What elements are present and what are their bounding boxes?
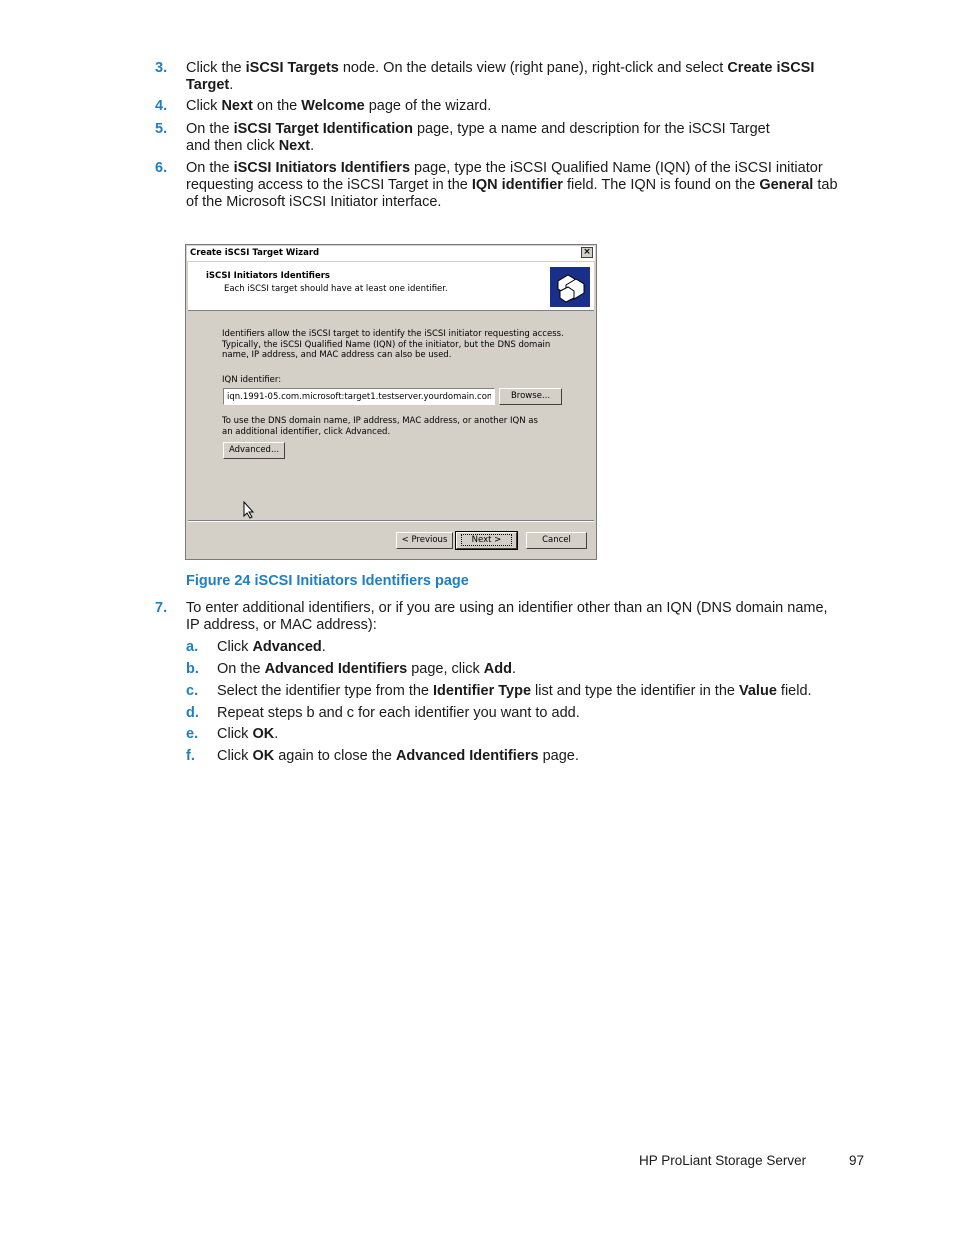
ui-term: Identifier Type: [433, 683, 532, 699]
advanced-button[interactable]: Advanced...: [223, 442, 285, 459]
close-icon[interactable]: ×: [581, 247, 593, 258]
substep-text: Click Advanced.: [217, 639, 326, 655]
ui-term: Advanced Identifiers: [395, 748, 539, 764]
substep-d: [186, 705, 846, 722]
wizard-dialog-screenshot: [185, 244, 597, 560]
ui-term: iSCSI Target Identification: [233, 121, 413, 137]
ui-term: OK: [252, 726, 275, 742]
substep-c: [186, 683, 846, 700]
substep-letter: b.: [186, 661, 199, 677]
step-number: 5.: [155, 121, 168, 137]
button-bar-divider: [188, 520, 594, 522]
step-7: [155, 600, 845, 634]
footer-document-title: HP ProLiant Storage Server: [639, 1153, 807, 1168]
substep-letter: d.: [186, 705, 199, 721]
step-text: Click the iSCSI Targets node. On the details view (right pane), right-click and select Create iSCSI Target.: [186, 60, 815, 93]
step-5: [155, 121, 795, 155]
iscsi-wizard-icon: [550, 267, 590, 307]
ui-term: Create iSCSI Target: [186, 60, 815, 93]
step-number: 7.: [155, 600, 168, 616]
step-text: On the iSCSI Initiators Identifiers page, type the iSCSI Qualified Name (IQN) of the iSCSI initiator requesting access to the iSCSI Target in the IQN identifier field. The IQN is found on the General tab of the Microsoft iSCSI Initiator interface.: [186, 160, 838, 210]
mouse-cursor-icon: [243, 501, 255, 519]
step-6: [155, 160, 845, 211]
ui-term: Value: [739, 683, 777, 699]
substep-text: Click OK again to close the Advanced Identifiers page.: [217, 748, 579, 764]
previous-button[interactable]: < Previous: [396, 532, 453, 549]
ui-term: Next: [221, 98, 253, 114]
step-4: [155, 98, 845, 115]
step-number: 3.: [155, 60, 168, 76]
step-text: Click Next on the Welcome page of the wizard.: [186, 98, 492, 114]
substep-text: Select the identifier type from the Identifier Type list and type the identifier in the Value field.: [217, 683, 812, 699]
step-3: [155, 60, 845, 94]
substep-f: [186, 748, 846, 765]
ui-term: Welcome: [301, 98, 365, 114]
substep-text: Click OK.: [217, 726, 279, 742]
other-identifier-text: To use the DNS domain name, IP address, MAC address, or another IQN as an additional identifier, click Advanced.: [222, 416, 538, 437]
substep-letter: f.: [186, 748, 195, 764]
page-number: 97: [849, 1153, 865, 1168]
iqn-identifier-input[interactable]: [223, 388, 495, 405]
iqn-label: IQN identifier:: [222, 375, 282, 385]
wizard-page-title: iSCSI Initiators Identifiers: [206, 271, 330, 281]
step-number: 4.: [155, 98, 168, 114]
ui-term: Advanced: [252, 639, 322, 655]
ui-term: IQN identifier: [471, 177, 563, 193]
ui-term: OK: [252, 748, 275, 764]
figure-caption: Figure 24 iSCSI Initiators Identifiers page: [186, 573, 469, 589]
cancel-button[interactable]: Cancel: [526, 532, 587, 549]
ui-term: Advanced Identifiers: [264, 661, 408, 677]
substep-text: On the Advanced Identifiers page, click Add.: [217, 661, 516, 677]
substep-letter: a.: [186, 639, 199, 655]
ui-term: iSCSI Targets: [245, 60, 339, 76]
substep-letter: e.: [186, 726, 199, 742]
dialog-title: Create iSCSI Target Wizard: [190, 248, 320, 258]
substep-text: Repeat steps b and c for each identifier you want to add.: [217, 705, 580, 721]
intro-text: Identifiers allow the iSCSI target to identify the iSCSI initiator requesting access. Typically, the iSCSI Qualified Name (IQN) of the initiator, but the DNS domain name, IP address, and MAC address can also be used.: [222, 329, 564, 360]
browse-button[interactable]: Browse...: [499, 388, 562, 405]
ui-term: iSCSI Initiators Identifiers: [233, 160, 411, 176]
ui-term: Add: [483, 661, 512, 677]
step-text: On the iSCSI Target Identification page, type a name and description for the iSCSI Target and then click Next.: [186, 121, 770, 154]
substep-b: [186, 661, 846, 678]
wizard-page-subtitle: Each iSCSI target should have at least one identifier.: [224, 284, 448, 294]
next-button-label: Next >: [461, 534, 513, 546]
substep-e: [186, 726, 846, 743]
step-number: 6.: [155, 160, 168, 176]
dialog-titlebar: [187, 246, 595, 262]
next-button[interactable]: [456, 532, 517, 549]
ui-term: Next: [278, 138, 311, 154]
step-text: To enter additional identifiers, or if you are using an identifier other than an IQN (DNS domain name, IP address, or MAC address):: [186, 600, 828, 633]
ui-term: General: [759, 177, 814, 193]
substep-letter: c.: [186, 683, 199, 699]
wizard-header: [188, 262, 594, 311]
substep-a: [186, 639, 846, 656]
